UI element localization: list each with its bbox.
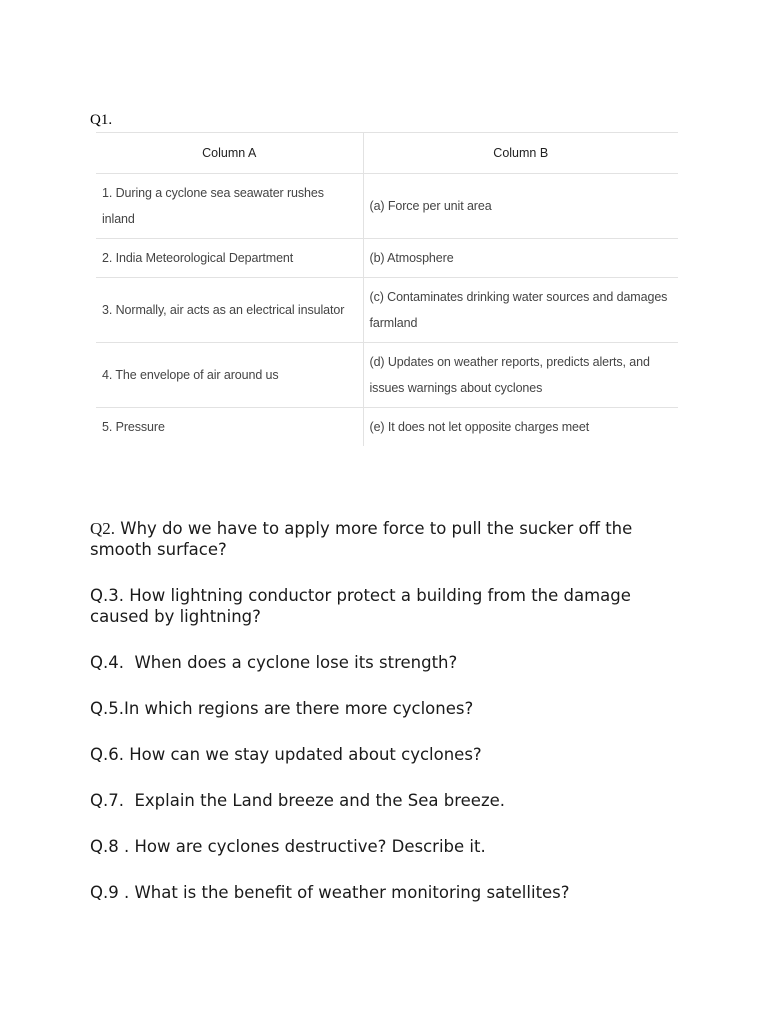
question-3 — [90, 585, 690, 627]
question-text: Why do we have to apply more force to pull the sucker off the smooth surface? — [90, 519, 638, 559]
column-b-cell: (b) Atmosphere — [363, 239, 678, 278]
table-row — [96, 174, 678, 239]
question-text: Q.5.In which regions are there more cyclones? — [90, 699, 474, 718]
table-header-row — [96, 133, 678, 174]
question-6 — [90, 744, 690, 765]
column-a-cell: 3. Normally, air acts as an electrical insulator — [96, 278, 363, 343]
question-text: Q.4. When does a cyclone lose its strength? — [90, 653, 458, 672]
question-number: Q2. — [90, 519, 116, 538]
column-a-cell: 5. Pressure — [102, 420, 165, 434]
column-b-cell: (a) Force per unit area — [363, 174, 678, 239]
question-text: Q.9 . What is the benefit of weather monitoring satellites? — [90, 883, 570, 902]
column-b-cell: (c) Contaminates drinking water sources and damages farmland — [363, 278, 678, 343]
question-7 — [90, 790, 690, 811]
table-row — [96, 239, 678, 278]
question-2 — [90, 518, 690, 560]
match-table — [96, 132, 678, 446]
question-9 — [90, 882, 690, 903]
question-5 — [90, 698, 690, 719]
column-a-header: Column A — [96, 133, 363, 174]
table-row — [96, 408, 678, 447]
column-b-cell: (d) Updates on weather reports, predicts alerts, and issues warnings about cyclones — [363, 343, 678, 408]
column-b-cell: (e) It does not let opposite charges meet — [363, 408, 678, 447]
question-4 — [90, 652, 690, 673]
column-a-cell: 1. During a cyclone sea seawater rushes inland — [96, 174, 363, 239]
column-a-cell: 2. India Meteorological Department — [96, 239, 363, 278]
question-text: Q.3. How lightning conductor protect a building from the damage caused by lightning? — [90, 586, 637, 626]
column-a-cell: 4. The envelope of air around us — [96, 343, 363, 408]
q1-label: Q1. — [90, 112, 113, 128]
table-row — [96, 343, 678, 408]
table-row — [96, 278, 678, 343]
question-list — [90, 518, 690, 928]
question-text: Q.7. Explain the Land breeze and the Sea breeze. — [90, 791, 506, 810]
question-text: Q.8 . How are cyclones destructive? Describe it. — [90, 837, 486, 856]
question-8 — [90, 836, 690, 857]
column-b-header: Column B — [363, 133, 678, 174]
question-text: Q.6. How can we stay updated about cyclones? — [90, 745, 482, 764]
